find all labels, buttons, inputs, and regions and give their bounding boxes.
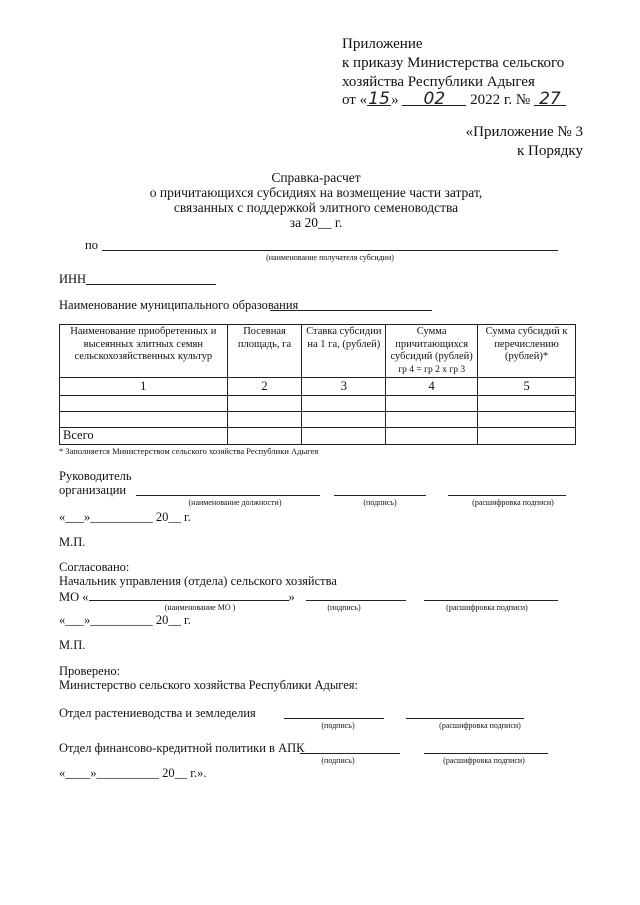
dept1-caption-decoding: (расшифровка подписи) xyxy=(439,721,521,730)
table-row xyxy=(60,412,576,428)
table-cell xyxy=(302,396,386,412)
stamp-place-1: М.П. xyxy=(59,535,86,549)
municipality-line xyxy=(270,310,432,311)
table-footnote: * Заполняется Министерством сельского хозяйства Республики Адыгея xyxy=(59,446,319,456)
column-number: 5 xyxy=(478,378,576,396)
head-caption-signature: (подпись) xyxy=(363,498,397,507)
table-header-row xyxy=(60,325,576,378)
title-line-4: за 20__ г. xyxy=(289,215,343,230)
table-cell xyxy=(302,412,386,428)
dept1-label: Отдел растениеводства и земледелия xyxy=(59,706,256,720)
handwritten-month: 02 xyxy=(423,89,446,109)
head-decoding-line xyxy=(448,495,566,496)
table-total-row xyxy=(60,428,576,445)
table-cell xyxy=(386,412,478,428)
dept1-signature-line xyxy=(284,718,384,719)
header-line-3: хозяйства Республики Адыгея xyxy=(342,74,535,90)
dept2-caption-decoding: (расшифровка подписи) xyxy=(443,756,525,765)
appendix-line-2: к Порядку xyxy=(517,143,583,159)
table-cell xyxy=(227,428,302,445)
date-prefix: от « xyxy=(342,92,368,108)
inn-label: ИНН xyxy=(59,272,87,286)
header-cell-crop: Наименование приобретенных и высеянных элитных семян сельскохозяйственных культур xyxy=(60,325,228,378)
column-number: 1 xyxy=(60,378,228,396)
table-cell xyxy=(478,396,576,412)
agreed-caption-mo: (наименование МО ) xyxy=(164,603,236,612)
calculation-table xyxy=(59,324,576,445)
table-cell xyxy=(60,396,228,412)
header-line-1: Приложение xyxy=(342,36,423,52)
head-line-2: организации xyxy=(59,483,127,497)
header-cell-due xyxy=(386,325,478,378)
agreed-line-1: Начальник управления (отдела) сельского хозяйства xyxy=(59,574,337,588)
table-cell xyxy=(227,396,302,412)
header-date-line xyxy=(342,90,566,110)
table-cell xyxy=(227,412,302,428)
agreed-label: Согласовано: xyxy=(59,560,130,574)
checked-label: Проверено: xyxy=(59,664,121,678)
date-year: 2022 г. № xyxy=(470,92,531,108)
handwritten-day: 15 xyxy=(368,89,390,109)
table-row xyxy=(60,396,576,412)
checked-line-1: Министерство сельского хозяйства Республики Адыгея: xyxy=(59,678,358,692)
date-mid: » xyxy=(391,92,399,108)
column-number: 3 xyxy=(302,378,386,396)
head-position-line xyxy=(136,495,320,496)
recipient-prefix: по xyxy=(85,238,98,252)
title-line-2: о причитающихся субсидиях на возмещение части затрат, xyxy=(149,185,483,200)
table-cell xyxy=(60,412,228,428)
dept1-caption-signature: (подпись) xyxy=(321,721,355,730)
stamp-place-2: М.П. xyxy=(59,638,86,652)
title-line-1: Справка-расчет xyxy=(271,170,361,185)
head-line-1: Руководитель xyxy=(59,469,132,483)
table-number-row xyxy=(60,378,576,396)
recipient-caption: (наименование получателя субсидии) xyxy=(266,253,394,262)
appendix-line-1: «Приложение № 3 xyxy=(465,124,583,140)
dept1-decoding-line xyxy=(406,718,524,719)
header-cell-transfer: Сумма субсидий к перечислению (рублей)* xyxy=(478,325,576,378)
header-due-formula: гр 4 = гр 2 х гр 3 xyxy=(398,364,466,375)
agreed-date: «___»__________ 20__ г. xyxy=(59,613,191,627)
mo-suffix: » xyxy=(288,590,295,604)
dept2-label: Отдел финансово-кредитной политики в АПК xyxy=(59,741,305,755)
mo-prefix: МО « xyxy=(59,590,89,604)
head-date: «___»__________ 20__ г. xyxy=(59,510,191,524)
table-cell xyxy=(386,396,478,412)
agreed-caption-decoding: (расшифровка подписи) xyxy=(446,603,528,612)
table-cell xyxy=(478,428,576,445)
dept2-signature-line xyxy=(300,753,400,754)
head-signature-line xyxy=(334,495,426,496)
handwritten-order-number: 27 xyxy=(539,89,561,109)
table-cell xyxy=(478,412,576,428)
title-line-3: связанных с поддержкой элитного семеноводства xyxy=(173,200,459,215)
head-caption-decoding: (расшифровка подписи) xyxy=(472,498,554,507)
dept2-caption-signature: (подпись) xyxy=(321,756,355,765)
header-cell-rate: Ставка субсидии на 1 га, (рублей) xyxy=(302,325,386,378)
recipient-line xyxy=(102,250,558,251)
column-number: 4 xyxy=(386,378,478,396)
agreed-signature-line xyxy=(306,600,406,601)
header-line-2: к приказу Министерства сельского xyxy=(342,55,565,71)
agreed-decoding-line xyxy=(424,600,558,601)
inn-line xyxy=(86,284,216,285)
dept2-decoding-line xyxy=(424,753,548,754)
municipality-label: Наименование муниципального образования xyxy=(59,298,299,312)
header-due-label: Сумма причитающихся субсидий (рублей) xyxy=(390,326,473,362)
table-cell xyxy=(302,428,386,445)
header-cell-area: Посевная площадь, га xyxy=(227,325,302,378)
head-caption-position: (наименование должности) xyxy=(188,498,282,507)
checked-date: «____»__________ 20__ г.». xyxy=(59,766,207,780)
column-number: 2 xyxy=(227,378,302,396)
table-cell xyxy=(386,428,478,445)
agreed-caption-signature: (подпись) xyxy=(327,603,361,612)
total-label: Всего xyxy=(60,428,228,445)
